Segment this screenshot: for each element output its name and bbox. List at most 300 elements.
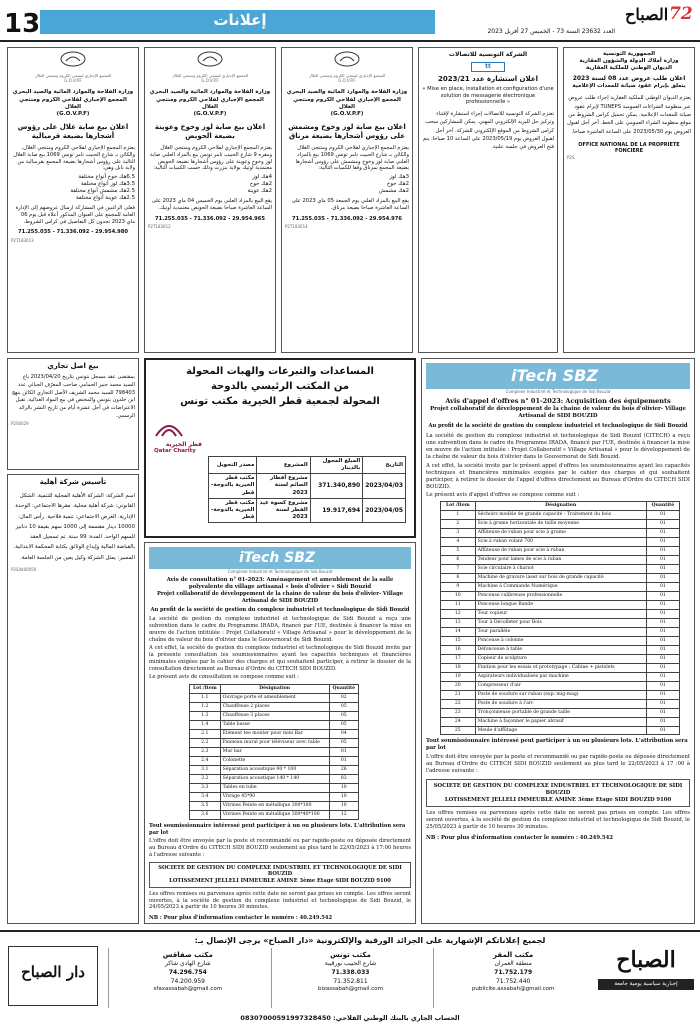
cell-lot: 3.3: [190, 783, 221, 792]
table-row: [190, 756, 359, 765]
tt-logo-icon: tt: [471, 62, 505, 72]
table-row: [190, 730, 359, 739]
ad-subtitle: يتعلق بإبرام عقود صيانة للمعدات الإعلامية: [572, 83, 686, 90]
office-address: شارع الحبيب بورقيبة: [324, 960, 377, 968]
cell-designation: Chauffeuse 3 places: [220, 712, 329, 721]
office-tel: 71.752.179: [494, 968, 533, 976]
ad-company: [7, 474, 139, 924]
ministry-logo: [197, 51, 223, 73]
cell-lot: 6: [441, 556, 476, 565]
table-row: [441, 654, 680, 663]
cell-quantity: 01: [646, 511, 679, 520]
section-title: إعلانات: [213, 11, 267, 29]
cell-lot: 2.2: [190, 739, 221, 748]
itech2-table: [189, 684, 359, 820]
ad-fonds: [7, 358, 139, 470]
office-fax: 74.200.959: [170, 977, 205, 985]
ad-houidh: [144, 47, 276, 353]
cell-designation: Tour parallèle: [475, 627, 646, 636]
ministry-title: وزارة الفلاحة والموارد المائية والصيد البحري: [12, 89, 134, 96]
table-row: [441, 726, 680, 735]
table-row: [441, 547, 680, 556]
cell-lot: 1.1: [190, 694, 221, 703]
ad-ref: P2S: [567, 154, 575, 160]
office-tel: 74.296.754: [168, 968, 207, 976]
office-fax: 71.752.440: [495, 977, 531, 985]
table-row: [441, 636, 680, 645]
address-line-2: LOTISSEMENT JELLELI IMMEUBLE AMINE 3ème Etage SIDI BOUZID 9100: [444, 796, 672, 803]
footer-brand: [598, 946, 694, 1006]
address-box: [426, 779, 690, 808]
cell-designation: Machine à Commande Numérique: [475, 583, 646, 592]
cell-quantity: 01: [646, 529, 679, 538]
table-row: [441, 663, 680, 672]
cell-lot: 3.1: [190, 765, 221, 774]
cell-lot: 9: [441, 583, 476, 592]
address-box: [149, 862, 411, 888]
table-row: [209, 498, 406, 522]
cell-lot: 1.3: [190, 712, 221, 721]
cell-quantity: 10: [329, 801, 358, 810]
cell-quantity: 05: [329, 739, 358, 748]
cell-quantity: 05: [329, 721, 358, 730]
ad-items: [148, 174, 272, 195]
ad-body: بمقتضى عقد مسجل بتونس بتاريخ 2023/04/20 باع السيد محمد جبير الحمامي صاحب المعرّف الجبائي عدد 798403 للسيد محمد الشريف الأصل التجاري الكائن بنهج ابن خلدون بتونس والمختص في بيع المواد الغذائية. تقبل الاعتراضات في أجل عشرة أيام من تاريخ النشر بالرائد الرسمي.: [11, 374, 135, 420]
footer-offices: [108, 948, 592, 1008]
org-sub: وزارة أملاك الدولة والشؤون العقارية: [579, 58, 679, 65]
table-row: [441, 645, 680, 654]
table-row: [190, 712, 359, 721]
cell-lot: 3.6: [190, 810, 221, 819]
cell-lot: 2.3: [190, 748, 221, 757]
itech1-table-body: [441, 511, 680, 735]
table-row: [190, 694, 359, 703]
cell-designation: Affûteuse de ruban pour scie à grume: [475, 529, 646, 538]
cell-lot: 16: [441, 645, 476, 654]
cell-quantity: 83: [329, 774, 358, 783]
cell-designation: Séparation acoustique 90 * 100: [220, 765, 329, 774]
qc-title-2: من المكتب الرئيسي بالدوحة: [210, 381, 350, 392]
cell-designation: Ponceuse à colonne: [475, 636, 646, 645]
list-item: 2هك خوخ: [249, 181, 272, 188]
cell-lot: 20: [441, 681, 476, 690]
ad-ref: P2S0029: [11, 420, 29, 426]
cell-date: 2023/04/05: [363, 498, 406, 522]
col-header: المبلغ المحول بالدينار: [310, 457, 362, 474]
cell-lot: 15: [441, 636, 476, 645]
footer: [0, 930, 700, 1036]
table-row: [441, 574, 680, 583]
office-fax: 71.352.811: [333, 977, 368, 985]
logo-caption-fr: G.O.V.P.F: [338, 78, 356, 84]
cell-quantity: 05: [329, 703, 358, 712]
cell-lot: 3.5: [190, 801, 221, 810]
contact-line: NB : Pour plus d'information contacter le numéro : 40.249.542: [426, 835, 613, 842]
ministry-logo: [334, 51, 360, 73]
cell-lot: 1: [441, 511, 476, 520]
cell-designation: Élément tee monter pour mini Bar: [220, 730, 329, 739]
para-3: Le présent avis d'appel d'offres se compose comme suit :: [426, 492, 580, 499]
table-row: [441, 511, 680, 520]
ad-title: بيع اصل تجاري: [47, 362, 99, 370]
cell-source: مكتب قطر الخيرية بالدوحة-قطر: [209, 474, 257, 498]
table-row: [441, 681, 680, 690]
table-row: [441, 708, 680, 717]
table-row: [190, 739, 359, 748]
cell-designation: Table basse: [220, 721, 329, 730]
cell-quantity: 01: [646, 663, 679, 672]
cell-designation: Vitrage 45*90: [220, 792, 329, 801]
cell-designation: Vitrines Peinte en métallique 300*40*180: [220, 810, 329, 819]
cell-quantity: 01: [646, 565, 679, 574]
cell-designation: Ouvrage porte et ameublement: [220, 694, 329, 703]
ad-tunisie-telecom: [418, 47, 558, 353]
table-row: [441, 591, 680, 600]
table-row: [209, 474, 406, 498]
cell-designation: Colonette: [220, 756, 329, 765]
itech-sub: Complexe Industriel et Technologique de Sidi Bouzid: [227, 569, 333, 574]
ad-title: Avis de consultation n° 01-2023: Aménagement et ameublement de la salle polyvalente du village artisanal « bois d'olivier » Sidi Bouzid: [166, 577, 394, 591]
cell-quantity: 01: [646, 609, 679, 618]
ad-subtitle: Projet collaboratif de développement de la chaine de valeur du bois d'olivier- Village Artisanal de SIDI BOUZID: [156, 591, 404, 604]
cell-quantity: 05: [329, 712, 358, 721]
address-line-1: SOCIETE DE GESTION DU COMPLEXE INDUSTRIEL ET TECHNOLOGIQUE DE SIDI BOUZID: [158, 864, 402, 878]
cell-designation: Chauffeuse 2 places: [220, 703, 329, 712]
table-row: [441, 618, 680, 627]
office-card: [433, 948, 592, 1008]
qc-logo-en: Qatar Charity: [154, 448, 196, 455]
lots-note: Tout soumissionnaire intéressé peut participer à un ou plusieurs lots. L'attribution sera par lot: [149, 822, 406, 836]
para-1: La société de gestion du complexe industriel et technologique de Sidi Bouzid (CITECH) a reçu une subvention dans le cadre du Programme IRADA, financé par l'UE, destinée à financer la mise en œuvre de l'action intitulée : Projet Collaboratif « Village Artisanal » pour le développement de la chaîne de valeur du bois d'olivier dans le Gouvernorat de Sidi Bouzid.: [426, 433, 690, 461]
cell-lot: 8: [441, 574, 476, 583]
cell-quantity: 01: [646, 556, 679, 565]
cell-quantity: 01: [646, 645, 679, 654]
cell-source: مكتب قطر الخيرية بالدوحة-قطر: [209, 498, 257, 522]
org-code: (G.O.V.P.F): [56, 110, 90, 117]
footer-bank: الحساب الجاري بالبنك الوطني الفلاحي: 08307000591997328450: [240, 1014, 460, 1022]
office-tel: 71.338.033: [331, 968, 370, 976]
cell-quantity: 01: [646, 600, 679, 609]
logo-caption: المجمع الإجباري لمنتجي الكروم ومنتجي الغلال: [34, 73, 112, 78]
cell-quantity: 01: [646, 520, 679, 529]
ad-subtitle: Projet collaboratif de développement de la chaine de valeur du bois d'olivier- Village Artisanal de SIDI BOUZID: [430, 405, 686, 419]
cell-lot: 1.4: [190, 721, 221, 730]
org-name: الجمهورية التونسية: [602, 51, 656, 57]
list-item: 3هك لوز: [389, 174, 409, 181]
table-row: [190, 792, 359, 801]
table-header-row: [441, 502, 680, 511]
table-row: [441, 627, 680, 636]
cell-quantity: 01: [646, 538, 679, 547]
table-row: [190, 783, 359, 792]
cell-designation: Scie circulaire à chariot: [475, 565, 646, 574]
para-1: La société de gestion du complexe industriel et technologique de Sidi Bouzid a reçu une subvention dans le cadre du Programme IRADA, financé par l'UE, destinée à financer la mise en œuvre de l'action intitulée : Projet Collaboratif « Village Artisanal » pour le développement de la chaîne de valeur du bois d'olivier dans le Gouvernorat de Sidi Bouzid.: [149, 616, 411, 643]
cell-lot: 14: [441, 627, 476, 636]
logo-caption-fr: G.O.V.P.F: [64, 78, 82, 84]
footer-title: لجميع إعلاناتكم الإشهارية على الجرائد الورقية والإلكترونية «دار الصباح» يرجى الإتصال بـ:: [194, 936, 546, 945]
cell-lot: 2.1: [190, 730, 221, 739]
office-name: مكتب تونس: [330, 951, 371, 959]
table-row: [190, 810, 359, 819]
cell-quantity: 01: [646, 654, 679, 663]
logo-caption: المجمع الإجباري لمنتجي الكروم ومنتجي الغلال: [171, 73, 249, 78]
cell-designation: Tronçonneuse portable de grande taille: [475, 708, 646, 717]
cell-designation: Séchoirs modèle de grande capacité - Traitement du bois: [475, 511, 646, 520]
table-row: [441, 609, 680, 618]
ad-itech-appel-offres: [421, 358, 695, 924]
table-row: [441, 717, 680, 726]
brand-logo-text: الصباح: [616, 947, 676, 973]
table-row: [441, 520, 680, 529]
gvpf-logo-icon: [197, 51, 223, 67]
cell-designation: Mur bar: [220, 748, 329, 757]
table-row: [441, 699, 680, 708]
cell-date: 2023/04/03: [363, 474, 406, 498]
cell-designation: Tour copieur: [475, 609, 646, 618]
col-header: Lot /Item: [190, 685, 221, 694]
cell-quantity: 01: [646, 690, 679, 699]
cell-designation: Panneau mural pour téléviseur avec table: [220, 739, 329, 748]
cell-lot: 11: [441, 600, 476, 609]
itech-logo: iTech SBZ: [511, 366, 598, 385]
table-row: [441, 565, 680, 574]
cell-designation: Tendeur pour lames de scie à ruban: [475, 556, 646, 565]
gvpf-logo-icon: [60, 51, 86, 67]
list-item: 4هك لوز: [252, 174, 272, 181]
ad-body: يعتزم المجمع الإجباري لفلاحي الكروم ومنتجي الغلال، والكائن بـ شارع الحبيب تامر تونس 1069 بيع صابة الغلال التالية على رؤوس أشجارها بضيعة المجمع بقرمبالية من ولاية نابل وهي:: [13, 145, 135, 172]
cell-quantity: 01: [646, 672, 679, 681]
ad-body: اسم الشركة: الشركة الأهلية المحلية للتنمية. الشكل القانوني: شركة أهلية محلية. مقرها الاجتماعي: الوحدة الإدارية. الغرض الاجتماعي: تنمية فلاحية. رأس المال: 10000 دينار مقسمة إلى 1000 سهم بقيمة 10 دنانير للسهم الواحد. المدة: 99 سنة. تم تسجيل العقد بالقباضة المالية وإيداع الوثائق بكتابة المحكمة الابتدائية. المسير: يمثل الشركة وكيل يعين من الجلسة العامة.: [13, 493, 135, 561]
cell-lot: 3.4: [190, 792, 221, 801]
cell-designation: Affûteuse de ruban pour scie à ruban: [475, 547, 646, 556]
table-row: [190, 748, 359, 757]
ad-title: اعلان بيع صابة لوز وخوخ ومشمش على رؤوس أشجارها بضيعة مرناق: [288, 122, 406, 141]
cell-quantity: 10: [329, 783, 358, 792]
cell-designation: Tour à Décolleter pour Bois: [475, 618, 646, 627]
cell-quantity: 01: [646, 708, 679, 717]
table-row: [441, 529, 680, 538]
col-header: Lot /Item: [441, 502, 476, 511]
office-address: منطقة العمران: [494, 960, 532, 968]
cell-quantity: 01: [646, 699, 679, 708]
ad-tail: يقع البيع بالمزاد العلني يوم الخميس 04 ماي 2023 على الساعة العاشرة صباحا بضيعة الحويض معتمدية أوتيك.: [151, 198, 272, 211]
cell-quantity: 01: [646, 583, 679, 592]
cell-designation: Aspirateurs individualisés par machine: [475, 672, 646, 681]
org-fr: OFFICE NATIONAL DE LA PROPRIETE FONCIERE: [578, 141, 680, 155]
ad-subtitle-2: Au profit de la société de gestion du complexe industriel et technologique de Sidi Bouzid: [428, 422, 688, 429]
issue-line: العدد 23632 السنة 73 - الخميس 27 أفريل 2023: [487, 28, 615, 35]
office-address: شارع الهادي شاكر: [165, 960, 211, 968]
cell-lot: 2.4: [190, 756, 221, 765]
cell-quantity: 04: [329, 730, 358, 739]
cell-designation: Ponceuse calibreuse professionnelle: [475, 591, 646, 600]
para-2: A cet effet, la société de gestion du complexe industriel et technologique de Sidi Bouzid invite par la présente consultation les soumissionnaires ayant les capacités techniques et financières minimales exigées par le cahier des charges et qui souhaitent participer, à retirer le dossier de la consultation directement au Bureau d'Ordre du CITECH SIDI BOUZID.: [149, 645, 411, 672]
ad-body: تعتزم الشركة التونسية للاتصالات إجراء استشارة لإقتناء وتركيز حل للبريد الإلكتروني المهني. يمكن للمشاركين سحب كراس الشروط من الموقع الإلكتروني للشركة. آخر أجل لقبول العروض يوم 2023/05/19 على الساعة 10 صباحا. يتم فتح العروض في جلسة علنية.: [422, 111, 554, 151]
cell-lot: 10: [441, 591, 476, 600]
table-row: [441, 583, 680, 592]
cell-designation: Poste de soudure sur ruban (exp: mig-mag): [475, 690, 646, 699]
logo-caption-fr: G.O.V.P.F: [201, 78, 219, 84]
qc-logo-ar: قطر الخيرية: [165, 440, 202, 448]
office-name: مكتب صفاقس: [162, 951, 213, 959]
ad-title: Avis d'appel d'offres n° 01-2023: Acquisition des équipements: [445, 397, 671, 406]
cell-lot: 1.2: [190, 703, 221, 712]
cell-lot: 25: [441, 726, 476, 735]
cell-lot: 24: [441, 717, 476, 726]
cell-designation: Compresseur d'air: [475, 681, 646, 690]
table-row: [190, 721, 359, 730]
page-number: 13: [4, 9, 41, 39]
gvpf-logo-icon: [334, 51, 360, 67]
qc-logo: [154, 420, 202, 455]
table-header-row: [209, 457, 406, 474]
ad-onpf: [563, 47, 695, 353]
list-item: 2هك عوينة: [247, 188, 272, 195]
ad-items: [11, 174, 135, 202]
col-header: التاريخ: [363, 457, 406, 474]
ad-ref: P2S4400050: [11, 566, 37, 572]
office-email: sfaxassabah@gmail.com: [153, 986, 223, 993]
cell-designation: Machine à façonner le papier abrasif: [475, 717, 646, 726]
ad-mornag: [281, 47, 413, 353]
ad-title: اعلان بيع صابة غلال على رؤوس أشجارها بضيعة قرمبالية: [17, 122, 129, 141]
org-sub2: الديوان الوطني للملكية العقارية: [585, 65, 673, 72]
ad-subtitle: « Mise en place, installation et configuration d'une solution de messagerie électronique professionnelle »: [422, 85, 554, 106]
cell-lot: 5: [441, 547, 476, 556]
ad-items: [285, 174, 409, 195]
itech2-table-body: [190, 694, 359, 820]
itech1-table: [440, 501, 680, 735]
office-email: bizassabah@gmail.com: [317, 986, 383, 993]
cell-lot: 7: [441, 565, 476, 574]
ad-ref: P2T183014: [285, 224, 308, 230]
cell-lot: 3.2: [190, 774, 221, 783]
address-line-2: LOTISSEMENT JELLELI IMMEUBLE AMINE 3ème Etage SIDI BOUZID 9100: [169, 878, 391, 884]
para-3: Le présent avis de consultation se compose comme suit :: [149, 674, 299, 681]
itech-sub: Complexe Industriel et Technologique de Sidi Bouzid: [505, 389, 611, 394]
cell-lot: 3: [441, 529, 476, 538]
cell-quantity: 01: [646, 618, 679, 627]
col-header: Quantité: [329, 685, 358, 694]
ad-title: اعلان بيع صابة لوز وخوخ وعوينة بضيعة الحويض: [154, 122, 266, 141]
brand-name: الصباح: [625, 5, 669, 24]
table-header-row: [190, 685, 359, 694]
cell-designation: Meule d'affûtage: [475, 726, 646, 735]
cell-lot: 23: [441, 708, 476, 717]
cell-quantity: 01: [329, 748, 358, 757]
ad-itech-consultation: [144, 542, 416, 924]
footer-dar-logo: [8, 946, 98, 1006]
ad-tail: فعلى الراغبين في المشاركة ارسال عروضهم إلى الإدارة العامة للمجمع على العنوان المذكور أعلاه قبل يوم 06 ماي 2023 تجدون كل التفاصيل في كراس الشروط.: [15, 205, 135, 225]
org-name: المجمع الإجباري لفلاحي الكروم ومنتجي الغلال: [156, 96, 264, 110]
cell-designation: Défonceuse à table: [475, 645, 646, 654]
qc-title-1: المساعدات والتبرعات والهبات المحولة: [186, 366, 374, 377]
table-row: [441, 538, 680, 547]
itech-logo: iTech SBZ: [239, 550, 316, 566]
list-item: 2هك مشمش: [378, 188, 409, 195]
logo-caption: المجمع الإجباري لمنتجي الكروم ومنتجي الغلال: [308, 73, 386, 78]
table-row: [441, 556, 680, 565]
cell-designation: Finition pour les essais et prototypage : Cabine + pistolets: [475, 663, 646, 672]
cell-designation: Tables en tube: [220, 783, 329, 792]
cell-quantity: 02: [329, 694, 358, 703]
cell-designation: Vitrines Peinte en métallique 300*180: [220, 801, 329, 810]
list-item: 2.5هك عوينة أنواع مختلفة: [75, 195, 135, 202]
office-card: [271, 948, 430, 1008]
masthead-logo: [625, 3, 697, 37]
cell-project: مشروع أفطار الصائم لسنة 2023: [257, 474, 310, 498]
ad-body: يعتزم الديوان الوطني للملكية العقارية إجراء طلب عروض عبر منظومة الشراءات العمومية TUNEPS لإبرام عقود صيانة للمعدات الإعلامية. يمكن تحميل كراس الشروط من موقع منظومة الشراء العمومي على الخط. آخر أجل لقبول العروض يوم 2023/05/30 على الساعة العاشرة صباحا.: [567, 95, 691, 135]
page-header: [0, 0, 700, 42]
list-item: 3.5هك لوز أنواع مختلفة: [80, 181, 135, 188]
col-header: Désignation: [475, 502, 646, 511]
ad-title: اعلان طلب عروض عدد 08 لسنة 2023: [572, 75, 686, 83]
cell-project: مشروع كسوة عيد الفطر لسنة 2023: [257, 498, 310, 522]
org-name: المجمع الإجباري لفلاحي الكروم ومنتجي الغلال: [293, 96, 401, 110]
ad-body: يعتزم المجمع الإجباري لفلاحي الكروم ومنتجي الغلال والكائن بـ شارع الحبيب تامر تونس 1069 بيع بالمزاد العلني صابة لوز وخوخ ومشمش على رؤوس أشجارها بضيعة المجمع بمرناق وفقا للكميات التالية:: [295, 145, 409, 172]
cell-lot: 17: [441, 654, 476, 663]
qatar-charity-logo-icon: [154, 420, 184, 438]
cell-amount: 371.340,890: [310, 474, 362, 498]
ad-tail: يقع البيع بالمزاد العلني يوم الجمعة 05 ماي 2023 على الساعة العاشرة صباحا بضيعة مرناق.: [291, 198, 409, 211]
table-row: [190, 765, 359, 774]
office-name: مكتب المقر: [493, 951, 534, 959]
table-row: [441, 672, 680, 681]
cell-lot: 12: [441, 609, 476, 618]
org-code: (G.O.V.P.F): [193, 110, 227, 117]
office-card: [108, 948, 267, 1008]
para-4: L'offre doit être envoyée par la poste et recommandé ou par rapide-poste ou déposée directement au Bureau d'Ordre du CITECH SIDI BOUZID seulement au plus tard le 22/05/2023 à 17 :00 à l'adresse suivante :: [426, 754, 690, 774]
ministry-title: وزارة الفلاحة والموارد المائية والصيد البحري: [149, 89, 271, 96]
col-header: مصدر التحويل: [209, 457, 257, 474]
table-row: [190, 774, 359, 783]
table-row: [441, 690, 680, 699]
col-header: Désignation: [220, 685, 329, 694]
cell-lot: 13: [441, 618, 476, 627]
cell-amount: 19.917,694: [310, 498, 362, 522]
ad-grumbalia: [7, 47, 139, 353]
cell-quantity: 01: [329, 756, 358, 765]
cell-lot: 19: [441, 672, 476, 681]
cell-quantity: 12: [329, 810, 358, 819]
dar-logo-text: دار الصباح: [21, 963, 85, 981]
cell-quantity: 01: [646, 681, 679, 690]
cell-designation: Machine de gravure laser sur bois de grande capacité: [475, 574, 646, 583]
office-email: publicite.assabah@gmail.com: [471, 986, 555, 993]
list-item: 2هك خوخ: [386, 181, 409, 188]
table-row: [441, 600, 680, 609]
qc-title-3: المحولة لجمعية قطر الخيرية مكتب تونس: [180, 396, 380, 407]
ad-qatar-charity: [144, 358, 416, 538]
ministry-logo: [60, 51, 86, 73]
cell-designation: Poste de soudure à l'arc: [475, 699, 646, 708]
cell-lot: 21: [441, 690, 476, 699]
ad-title: اعلان استشارة عدد 2023/21: [437, 74, 539, 83]
ad-subtitle-2: Au profit de la société de gestion du complexe industriel et technologique de Sidi Bouzid: [150, 606, 410, 613]
ad-ref: P2T183012: [148, 224, 171, 230]
ministry-title: وزارة الفلاحة والموارد المائية والصيد البحري: [286, 89, 408, 96]
cell-quantity: 01: [646, 636, 679, 645]
itech-banner: [149, 547, 411, 569]
cell-designation: Séparation acoustique 140 * 140: [220, 774, 329, 783]
cell-lot: 2: [441, 520, 476, 529]
ad-phones: 71.255.035 - 71.336.092 - 29.954.980: [18, 229, 128, 236]
org-code: (G.O.V.P.F): [330, 110, 364, 117]
cell-designation: Ponceuse longue Bande: [475, 600, 646, 609]
cell-quantity: 01: [646, 574, 679, 583]
cell-lot: 4: [441, 538, 476, 547]
para-5: Les offres remises ou parvenues après cette date ne seront pas prises en compte. Les offres seront ouvertes, à la société de gestion du complexe industriel et technologique de Sidi Bouzid, le 25/05/2023 à partir de 10 heures 30 minutes.: [426, 810, 690, 831]
